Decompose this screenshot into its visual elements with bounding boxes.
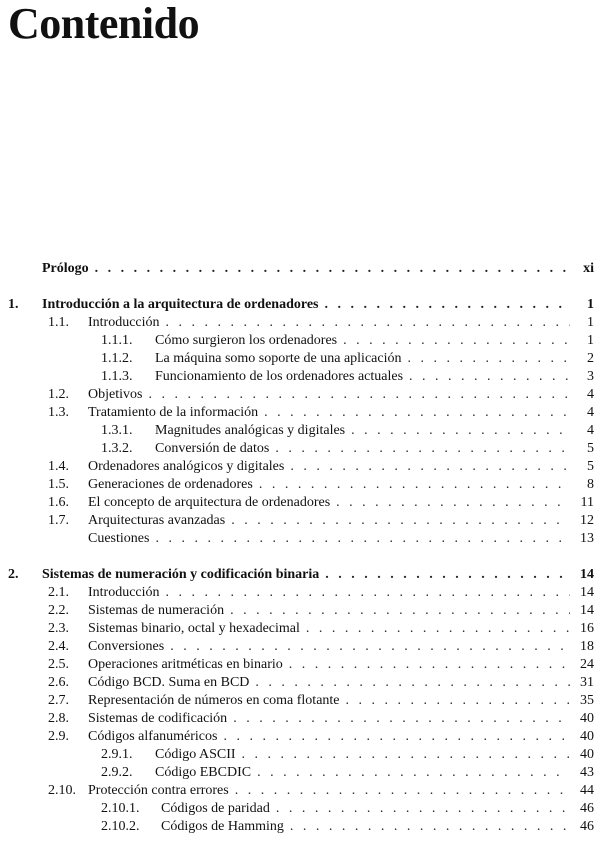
dot-leader [95, 260, 570, 278]
toc-entry-number: 2.3. [48, 621, 69, 636]
toc-page-number: 5 [587, 459, 594, 474]
toc-page-number: 14 [580, 567, 594, 582]
toc-entry-number: 2.10.2. [101, 819, 140, 834]
toc-page-number: xi [583, 261, 594, 276]
toc-entry-title: Sistemas binario, octal y hexadecimal [88, 621, 300, 636]
dot-leader [409, 368, 570, 386]
dot-leader [233, 710, 570, 728]
toc-page-number: 24 [580, 657, 594, 672]
toc-page-number: 1 [587, 297, 594, 312]
toc-page-number: 16 [580, 621, 594, 636]
dot-leader [306, 620, 570, 638]
dot-leader [343, 332, 570, 350]
dot-leader [166, 584, 570, 602]
toc-entry-number: 1. [8, 297, 19, 312]
toc-entry[interactable] [8, 674, 594, 692]
toc-entry-title: Prólogo [42, 261, 89, 276]
dot-leader [407, 350, 570, 368]
toc-entry-title: Código EBCDIC [155, 765, 252, 780]
toc-page-number: 31 [580, 675, 594, 690]
toc-page-number: 18 [580, 639, 594, 654]
toc-entry[interactable] [8, 512, 594, 530]
toc-page-number: 43 [580, 765, 594, 780]
toc-entry-title: La máquina somo soporte de una aplicación [155, 351, 402, 366]
toc-entry-number: 2.9.2. [101, 765, 133, 780]
page-title: Contenido [8, 0, 200, 48]
toc-chapter-entry[interactable] [8, 296, 594, 314]
toc-entry-number: 2.8. [48, 711, 69, 726]
toc-entry-number: 1.3. [48, 405, 69, 420]
dot-leader [235, 782, 570, 800]
dot-leader [148, 386, 570, 404]
toc-entry[interactable] [8, 350, 594, 368]
toc-entry[interactable] [8, 458, 594, 476]
dot-leader [230, 602, 570, 620]
toc-entry[interactable] [8, 584, 594, 602]
toc-entry-title: Sistemas de codificación [88, 711, 228, 726]
toc-entry-number: 2.4. [48, 639, 69, 654]
toc-entry[interactable] [8, 368, 594, 386]
toc-spacer [8, 548, 594, 566]
toc-page-number: 11 [580, 495, 594, 510]
toc-entry-title: Introducción [88, 585, 160, 600]
toc-page-number: 14 [580, 585, 594, 600]
toc-page-number: 44 [580, 783, 594, 798]
dot-leader [346, 692, 570, 710]
toc-chapter-entry[interactable] [8, 566, 594, 584]
toc-entry-title: Magnitudes analógicas y digitales [155, 423, 346, 438]
toc-entry-number: 2.10. [48, 783, 76, 798]
toc-entry[interactable] [8, 494, 594, 512]
toc-page-number: 3 [587, 369, 594, 384]
toc-entry-number: 2.10.1. [101, 801, 140, 816]
toc-entry[interactable] [8, 800, 594, 818]
toc-entry[interactable] [8, 818, 594, 836]
dot-leader [231, 512, 570, 530]
toc-entry-number: 2. [8, 567, 19, 582]
toc-entry-number: 1.3.2. [101, 441, 133, 456]
toc-page-number: 13 [580, 531, 594, 546]
toc-entry-number: 2.7. [48, 693, 69, 708]
toc-entry[interactable] [8, 332, 594, 350]
dot-leader [155, 530, 570, 548]
toc-spacer [8, 278, 594, 296]
toc-entry[interactable] [8, 782, 594, 800]
toc-entry-title: Sistemas de numeración [88, 603, 225, 618]
toc-entry-number: 2.5. [48, 657, 69, 672]
dot-leader [336, 494, 570, 512]
toc-entry-number: 2.2. [48, 603, 69, 618]
toc-entry[interactable] [8, 314, 594, 332]
toc-page-number: 35 [580, 693, 594, 708]
toc-entry-title: Introducción [88, 315, 160, 330]
toc-entry-title: Generaciones de ordenadores [88, 477, 253, 492]
toc-entry-number: 1.1.2. [101, 351, 133, 366]
toc-page-number: 4 [587, 387, 594, 402]
toc-entry-title: Cuestiones [88, 531, 150, 546]
toc-page-number: 2 [587, 351, 594, 366]
toc-entry[interactable] [8, 638, 594, 656]
toc-page-number: 14 [580, 603, 594, 618]
toc-entry-number: 1.1.1. [101, 333, 133, 348]
dot-leader [259, 476, 570, 494]
dot-leader [257, 764, 570, 782]
toc-page-number: 12 [580, 513, 594, 528]
toc-entry[interactable] [8, 710, 594, 728]
toc-page-number: 46 [580, 819, 594, 834]
toc-chapter-entry[interactable] [8, 260, 594, 278]
toc-entry[interactable] [8, 530, 594, 548]
toc-page-number: 4 [587, 405, 594, 420]
toc-entry-number: 2.6. [48, 675, 69, 690]
toc-entry[interactable] [8, 728, 594, 746]
toc-entry[interactable] [8, 656, 594, 674]
toc-entry-title: Conversiones [88, 639, 165, 654]
dot-leader [275, 440, 570, 458]
toc-entry[interactable] [8, 692, 594, 710]
dot-leader [276, 800, 570, 818]
toc-page-number: 40 [580, 711, 594, 726]
toc-entry-title: Representación de números en coma flotante [88, 693, 340, 708]
dot-leader [325, 296, 570, 314]
toc-entry[interactable] [8, 764, 594, 782]
toc-entry-number: 1.2. [48, 387, 69, 402]
toc-page-number: 4 [587, 423, 594, 438]
toc-entry-title: Ordenadores analógicos y digitales [88, 459, 285, 474]
dot-leader [264, 404, 570, 422]
toc-entry-number: 1.6. [48, 495, 69, 510]
toc-entry-title: Código BCD. Suma en BCD [88, 675, 250, 690]
toc-entry[interactable] [8, 620, 594, 638]
toc-entry-number: 1.5. [48, 477, 69, 492]
toc-page-number: 40 [580, 729, 594, 744]
dot-leader [289, 656, 570, 674]
toc-page-number: 1 [587, 333, 594, 348]
dot-leader [290, 818, 570, 836]
toc-entry[interactable] [8, 404, 594, 422]
toc-entry-title: Funcionamiento de los ordenadores actuales [155, 369, 404, 384]
dot-leader [255, 674, 570, 692]
dot-leader [325, 566, 570, 584]
toc-entry-number: 1.4. [48, 459, 69, 474]
toc-entry-number: 1.1.3. [101, 369, 133, 384]
toc-page-number: 5 [587, 441, 594, 456]
toc-entry[interactable] [8, 746, 594, 764]
dot-leader [166, 314, 570, 332]
toc-page-number: 8 [587, 477, 594, 492]
toc-entry-number: 2.1. [48, 585, 69, 600]
dot-leader [242, 746, 570, 764]
toc-entry-title: Conversión de datos [155, 441, 270, 456]
toc-entry-number: 1.7. [48, 513, 69, 528]
toc-entry-title: Tratamiento de la información [88, 405, 259, 420]
toc-entry-number: 2.9. [48, 729, 69, 744]
toc-entry-title: Arquitecturas avanzadas [88, 513, 226, 528]
toc-entry-title: Códigos alfanuméricos [88, 729, 218, 744]
toc-page-number: 46 [580, 801, 594, 816]
dot-leader [170, 638, 570, 656]
toc-entry-title: Objetivos [88, 387, 143, 402]
toc-entry[interactable] [8, 386, 594, 404]
toc-entry-title: El concepto de arquitectura de ordenadores [88, 495, 331, 510]
toc-entry-title: Sistemas de numeración y codificación binaria [42, 567, 320, 582]
toc-entry-title: Códigos de paridad [161, 801, 270, 816]
toc-entry-number: 2.9.1. [101, 747, 133, 762]
toc-entry-number: 1.3.1. [101, 423, 133, 438]
toc-page-number: 1 [587, 315, 594, 330]
dot-leader [290, 458, 570, 476]
toc-entry-title: Código ASCII [155, 747, 236, 762]
toc-entry[interactable] [8, 476, 594, 494]
toc-page-number: 40 [580, 747, 594, 762]
toc-entry-title: Introducción a la arquitectura de ordenadores [42, 297, 319, 312]
toc-entry-title: Operaciones aritméticas en binario [88, 657, 283, 672]
toc-entry[interactable] [8, 440, 594, 458]
dot-leader [223, 728, 570, 746]
toc-entry[interactable] [8, 602, 594, 620]
toc-entry-number: 1.1. [48, 315, 69, 330]
toc-entry-title: Códigos de Hamming [161, 819, 284, 834]
dot-leader [351, 422, 570, 440]
toc-entry-title: Protección contra errores [88, 783, 229, 798]
toc-entry-title: Cómo surgieron los ordenadores [155, 333, 338, 348]
table-of-contents [8, 260, 594, 836]
toc-entry[interactable] [8, 422, 594, 440]
